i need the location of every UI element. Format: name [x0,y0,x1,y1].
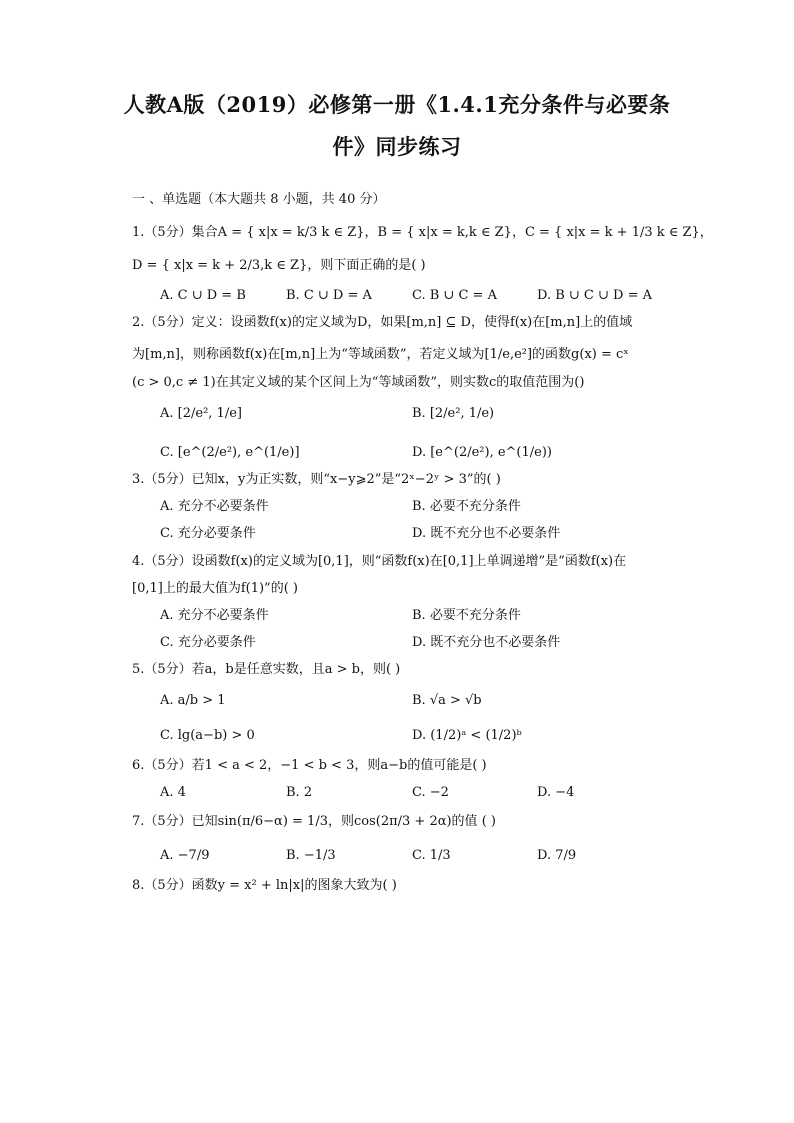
question-5-option-d: D. (1/2)ᵃ < (1/2)ᵇ [412,728,522,743]
title-line-1: 人教A版（2019）必修第一册《1.4.1充分条件与必要条 [123,92,671,117]
question-1-line-1: 1.（5分）集合A = { x|x = k/3 k ∈ Z}，B = { x|x = k,k ∈ Z}，C = { x|x = k + 1/3 k ∈ Z}， [132,225,713,240]
question-2-option-c: C. [e^(2/e²), e^(1/e)] [160,445,300,460]
question-7-option-c: C. 1/3 [412,848,451,863]
question-7-option-d: D. 7/9 [537,848,577,863]
question-2-option-b: B. [2/e², 1/e) [412,406,495,421]
question-3-option-b: B. 必要不充分条件 [412,499,521,514]
question-1-option-c: C. B ∪ C = A [412,288,497,303]
question-3-option-c: C. 充分必要条件 [160,526,256,541]
question-5-option-b: B. √a > √b [412,693,482,708]
question-7-option-b: B. −1/3 [286,848,336,863]
question-3-line-1: 3.（5分）已知x，y为正实数，则“x−y⩾2”是“2ˣ−2ʸ > 3”的( ) [132,472,501,487]
section-header: 一 、单选题（本大题共 8 小题，共 40 分） [132,192,386,207]
question-5-line-1: 5.（5分）若a，b是任意实数，且a > b，则( ) [132,662,401,677]
question-6-option-a: A. 4 [160,785,186,800]
question-2-option-d: D. [e^(2/e²), e^(1/e)) [412,445,552,460]
question-4-line-1: 4.（5分）设函数f(x)的定义域为[0,1]，则“函数f(x)在[0,1]上单调递增”是“函数f(x)在 [132,554,627,569]
question-7-line-1: 7.（5分）已知sin(π/6−α) = 1/3，则cos(2π/3 + 2α)的值 ( ) [132,814,496,829]
question-3-option-a: A. 充分不必要条件 [160,499,269,514]
question-6-option-c: C. −2 [412,785,449,800]
question-6-line-1: 6.（5分）若1 < a < 2，−1 < b < 3，则a−b的值可能是( ) [132,758,487,773]
question-6-option-d: D. −4 [537,785,575,800]
question-3-option-d: D. 既不充分也不必要条件 [412,526,561,541]
question-1-option-a: A. C ∪ D = B [160,288,246,303]
question-2-line-2: 为[m,n]，则称函数f(x)在[m,n]上为“等域函数”，若定义域为[1/e,e²]的函数g(x) = cˣ [132,347,629,362]
title-line-2: 件》同步练习 [332,134,462,159]
question-4-line-2: [0,1]上的最大值为f(1)”的( ) [132,581,298,596]
question-6-option-b: B. 2 [286,785,313,800]
question-5-option-a: A. a/b > 1 [160,693,226,708]
question-5-option-c: C. lg(a−b) > 0 [160,728,255,743]
question-4-option-b: B. 必要不充分条件 [412,608,521,623]
question-4-option-d: D. 既不充分也不必要条件 [412,635,561,650]
question-8-line-1: 8.（5分）函数y = x² + ln|x|的图象大致为( ) [132,878,397,893]
question-1-option-d: D. B ∪ C ∪ D = A [537,288,653,303]
question-2-line-1: 2.（5分）定义：设函数f(x)的定义域为D，如果[m,n] ⊆ D，使得f(x)在[m,n]上的值域 [132,315,633,330]
question-1-option-b: B. C ∪ D = A [286,288,372,303]
question-1-line-2: D = { x|x = k + 2/3,k ∈ Z}，则下面正确的是( ) [132,258,426,273]
question-2-option-a: A. [2/e², 1/e] [160,406,242,421]
question-7-option-a: A. −7/9 [160,848,210,863]
question-4-option-c: C. 充分必要条件 [160,635,256,650]
question-2-line-3: (c > 0,c ≠ 1)在其定义域的某个区间上为“等域函数”，则实数c的取值范围为() [132,375,585,390]
question-4-option-a: A. 充分不必要条件 [160,608,269,623]
